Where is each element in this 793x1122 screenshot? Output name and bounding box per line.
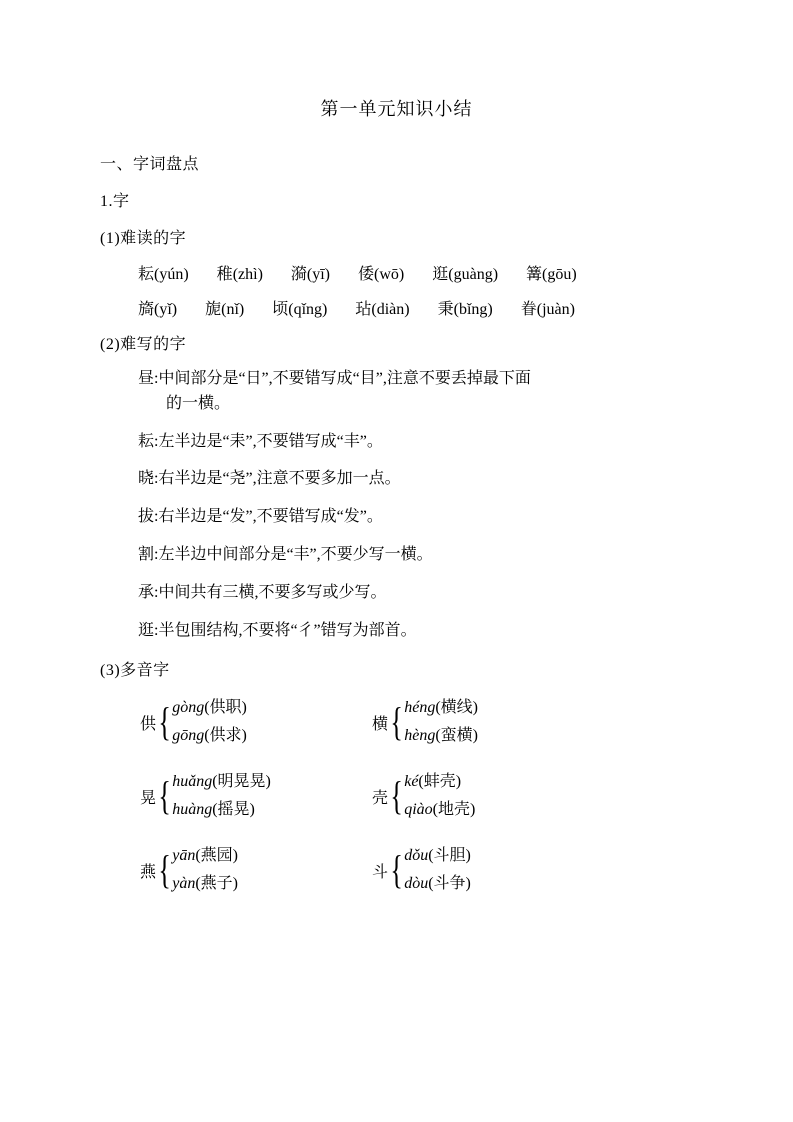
list-item: [138, 581, 693, 606]
heading-hard-to-read: (1)难读的字: [100, 230, 187, 247]
polyphone-pinyin: héng: [404, 699, 436, 717]
pinyin-char: 篝: [526, 266, 543, 283]
pinyin-item: [526, 261, 577, 284]
pinyin-char: 旎: [205, 301, 222, 318]
list-item: [138, 367, 693, 417]
polyphone-pinyin: huàng: [172, 801, 213, 819]
polyphone-reading: [172, 694, 247, 722]
polyphone-pinyin: gòng: [172, 699, 205, 717]
pinyin-char: 顷: [272, 301, 289, 318]
pinyin-item: [138, 261, 189, 284]
polyphone-reading: [172, 842, 238, 870]
polyphone-table: [100, 694, 693, 898]
polyphone-readings: [404, 768, 475, 824]
polyphone-entry: [372, 768, 604, 824]
polyphone-entry: [140, 694, 372, 750]
list-item: [138, 619, 693, 644]
list-item: [138, 467, 693, 492]
pinyin-item: [272, 296, 327, 319]
pinyin-reading: (guàng): [448, 266, 499, 283]
brace-icon: {: [158, 773, 171, 819]
polyphone-pinyin: huǎng: [172, 773, 213, 791]
pinyin-item: [205, 296, 244, 319]
pinyin-char: 逛: [432, 266, 449, 283]
pinyin-item: [217, 261, 263, 284]
polyphone-char: 供: [140, 715, 157, 733]
brace-icon: {: [390, 847, 403, 893]
heading-hard-to-write: (2)难写的字: [100, 336, 187, 353]
list-item: [138, 543, 693, 568]
pinyin-item: [432, 261, 498, 284]
polyphone-reading: [404, 870, 471, 898]
polyphone-entry: [140, 768, 372, 824]
polyphone-word: (地壳): [432, 801, 476, 819]
polyphone-pinyin: qiào: [404, 801, 433, 819]
polyphone-word: (蛮横): [435, 727, 478, 745]
pinyin-reading: (wō): [374, 266, 405, 283]
pinyin-item: [358, 261, 404, 284]
polyphone-entry: [140, 842, 372, 898]
polyphone-pinyin: hèng: [404, 727, 436, 745]
pinyin-reading: (nǐ): [221, 301, 245, 318]
pinyin-char: 眷: [520, 301, 537, 318]
polyphone-word: (燕园): [195, 847, 238, 865]
polyphone-reading: [404, 842, 471, 870]
pinyin-char: 玷: [355, 301, 372, 318]
polyphone-reading: [404, 722, 478, 750]
polyphone-char: 横: [372, 715, 389, 733]
pinyin-item: [438, 296, 493, 319]
polyphone-reading: [172, 796, 271, 824]
hard-to-read-list: [100, 261, 693, 319]
polyphone-readings: [404, 694, 478, 750]
pinyin-char: 稚: [216, 266, 233, 283]
pinyin-reading: (diàn): [371, 301, 410, 318]
polyphone-word: (蚌壳): [418, 773, 462, 791]
brace-icon: {: [158, 699, 171, 745]
polyphone-readings: [404, 842, 471, 898]
pinyin-item: [291, 261, 330, 284]
brace-icon: {: [390, 773, 403, 819]
brace-icon: {: [390, 699, 403, 745]
pinyin-reading: (qǐng): [288, 301, 328, 318]
polyphone-word: (斗争): [428, 875, 471, 893]
note-text: 昼:中间部分是“日”,不要错写成“目”,注意不要丢掉最下面: [138, 370, 531, 387]
pinyin-item: [355, 296, 409, 319]
note-text: 逛:半包围结构,不要将“彳”错写为部首。: [138, 621, 417, 639]
note-text-continued: 的一横。: [166, 394, 231, 412]
polyphone-word: (斗胆): [428, 847, 471, 865]
polyphone-word: (供职): [204, 699, 247, 717]
note-text: 拔:右半边是“发”,不要错写成“发”。: [138, 508, 383, 526]
note-text: 割:左半边中间部分是“丰”,不要少写一横。: [138, 545, 433, 563]
polyphone-readings: [172, 768, 271, 824]
polyphone-pinyin: ké: [404, 773, 419, 791]
brace-icon: {: [158, 847, 171, 893]
heading-polyphones: (3)多音字: [100, 662, 170, 680]
list-item: [138, 430, 693, 455]
pinyin-reading: (yī): [306, 266, 331, 283]
pinyin-char: 旖: [138, 301, 155, 318]
polyphone-row: [140, 694, 693, 750]
polyphone-pinyin: gōng: [172, 727, 205, 745]
polyphone-char: 晃: [140, 789, 157, 807]
section-heading-zici: 一、字词盘点: [100, 156, 200, 173]
polyphone-word: (摇晃): [212, 801, 255, 819]
polyphone-char: 燕: [140, 863, 157, 881]
polyphone-char: 斗: [372, 863, 389, 881]
pinyin-char: 倭: [358, 266, 375, 283]
pinyin-char: 耘: [138, 266, 155, 283]
polyphone-reading: [172, 722, 247, 750]
pinyin-reading: (yǐ): [154, 301, 178, 318]
hard-to-write-list: [100, 367, 693, 643]
polyphone-readings: [172, 842, 238, 898]
pinyin-reading: (bǐng): [453, 301, 493, 318]
polyphone-reading: [404, 694, 478, 722]
pinyin-item: [138, 296, 177, 319]
note-text: 晓:右半边是“尧”,注意不要多加一点。: [138, 470, 401, 488]
polyphone-char: 壳: [372, 789, 389, 807]
note-text: 承:中间共有三横,不要多写或少写。: [138, 583, 387, 601]
polyphone-pinyin: dǒu: [404, 847, 429, 865]
pinyin-row: [138, 296, 693, 319]
pinyin-reading: (yún): [154, 266, 189, 283]
list-item: [138, 505, 693, 530]
note-text: 耘:左半边是“耒”,不要错写成“丰”。: [138, 432, 383, 450]
polyphone-word: (燕子): [195, 875, 238, 893]
pinyin-item: [521, 296, 575, 319]
subsection-heading-zi: 1.字: [100, 193, 130, 210]
polyphone-entry: [372, 694, 604, 750]
polyphone-word: (供求): [204, 727, 247, 745]
polyphone-reading: [404, 796, 475, 824]
pinyin-reading: (zhì): [232, 266, 263, 283]
polyphone-reading: [172, 870, 238, 898]
pinyin-char: 秉: [437, 301, 454, 318]
pinyin-reading: (gōu): [542, 266, 577, 283]
polyphone-entry: [372, 842, 604, 898]
polyphone-word: (明晃晃): [212, 773, 271, 791]
polyphone-pinyin: yàn: [172, 875, 196, 893]
pinyin-char: 漪: [290, 266, 307, 283]
page-title: 第一单元知识小结: [320, 99, 473, 119]
polyphone-readings: [172, 694, 247, 750]
polyphone-pinyin: dòu: [404, 875, 429, 893]
polyphone-row: [140, 768, 693, 824]
polyphone-reading: [404, 768, 475, 796]
pinyin-reading: (juàn): [536, 301, 575, 318]
polyphone-word: (横线): [435, 699, 478, 717]
pinyin-row: [138, 261, 693, 284]
polyphone-pinyin: yān: [172, 847, 196, 865]
polyphone-row: [140, 842, 693, 898]
polyphone-reading: [172, 768, 271, 796]
